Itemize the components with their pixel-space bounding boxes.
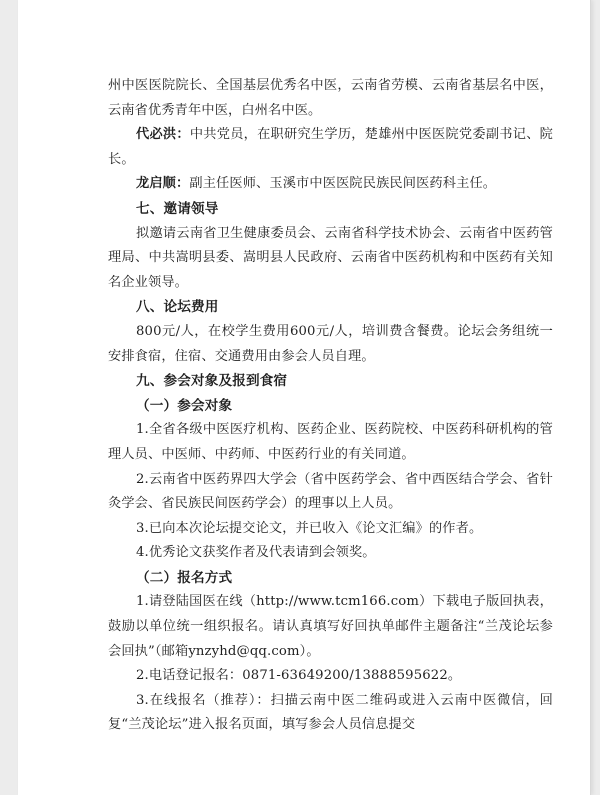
subsection-heading-attendees: （一）参会对象: [136, 397, 233, 414]
paragraph-fees: 800元/人，在校学生费用600元/人，培训费含餐费。论坛会务组统一安排食宿，住宿、交通费用由参会人员自理。: [108, 323, 553, 364]
paragraph-invited-leaders: 拟邀请云南省卫生健康委员会、云南省科学技术协会、云南省中医药管理局、中共嵩明县委、嵩明县人民政府、云南省中医药机构和中医药有关知名企业领导。: [108, 225, 553, 290]
paragraph-dai-bihong: [108, 123, 553, 172]
section-heading-7: 七、邀请领导: [136, 200, 219, 217]
list-item: 4.优秀论文获奖作者及代表请到会领奖。: [136, 545, 376, 561]
list-item: 2.电话登记报名：0871-63649200/13888595622。: [136, 668, 462, 684]
person-description: 中共党员，在职研究生学历，楚雄州中医医院党委副书记、院长。: [108, 127, 553, 167]
list-item: 3.已向本次论坛提交论文，并已收入《论文汇编》的作者。: [136, 520, 483, 536]
subsection-heading-registration: （二）报名方式: [136, 569, 233, 586]
section-heading-9: 九、参会对象及报到食宿: [136, 373, 288, 390]
paragraph-long-qishun: [108, 172, 553, 197]
list-item: 3.在线报名（推荐）：扫描云南中医二维码或进入云南中医微信，回复“兰茂论坛”进入报名页面，填写参会人员信息提交: [108, 692, 553, 733]
person-name: 代必洪：: [136, 127, 190, 143]
person-name: 龙启顺：: [136, 176, 190, 192]
list-item: 1.全省各级中医医疗机构、医药企业、医药院校、中医药科研机构的管理人员、中医师、中药师、中医药行业的有关同道。: [108, 422, 553, 462]
list-item: 1.请登陆国医在线（http://www.tcm166.com）下载电子版回执表，鼓励以单位统一组织报名。请认真填写好回执单邮件主题备注“兰茂论坛参会回执”（邮箱ynzyhd@qq.com）。: [108, 594, 553, 659]
section-heading-8: 八、论坛费用: [136, 299, 219, 316]
list-item: 2.云南省中医药界四大学会（省中医药学会、省中西医结合学会、省针灸学会、省民族民间医药学会）的理事以上人员。: [108, 471, 553, 512]
document-page: [18, 0, 591, 795]
paragraph-intro: 州中医医院院长、全国基层优秀名中医，云南省劳模、云南省基层名中医，云南省优秀青年中医，白州名中医。: [108, 78, 553, 118]
document-body: [108, 74, 553, 738]
person-description: 副主任医师、玉溪市中医医院民族民间医药科主任。: [189, 176, 497, 192]
